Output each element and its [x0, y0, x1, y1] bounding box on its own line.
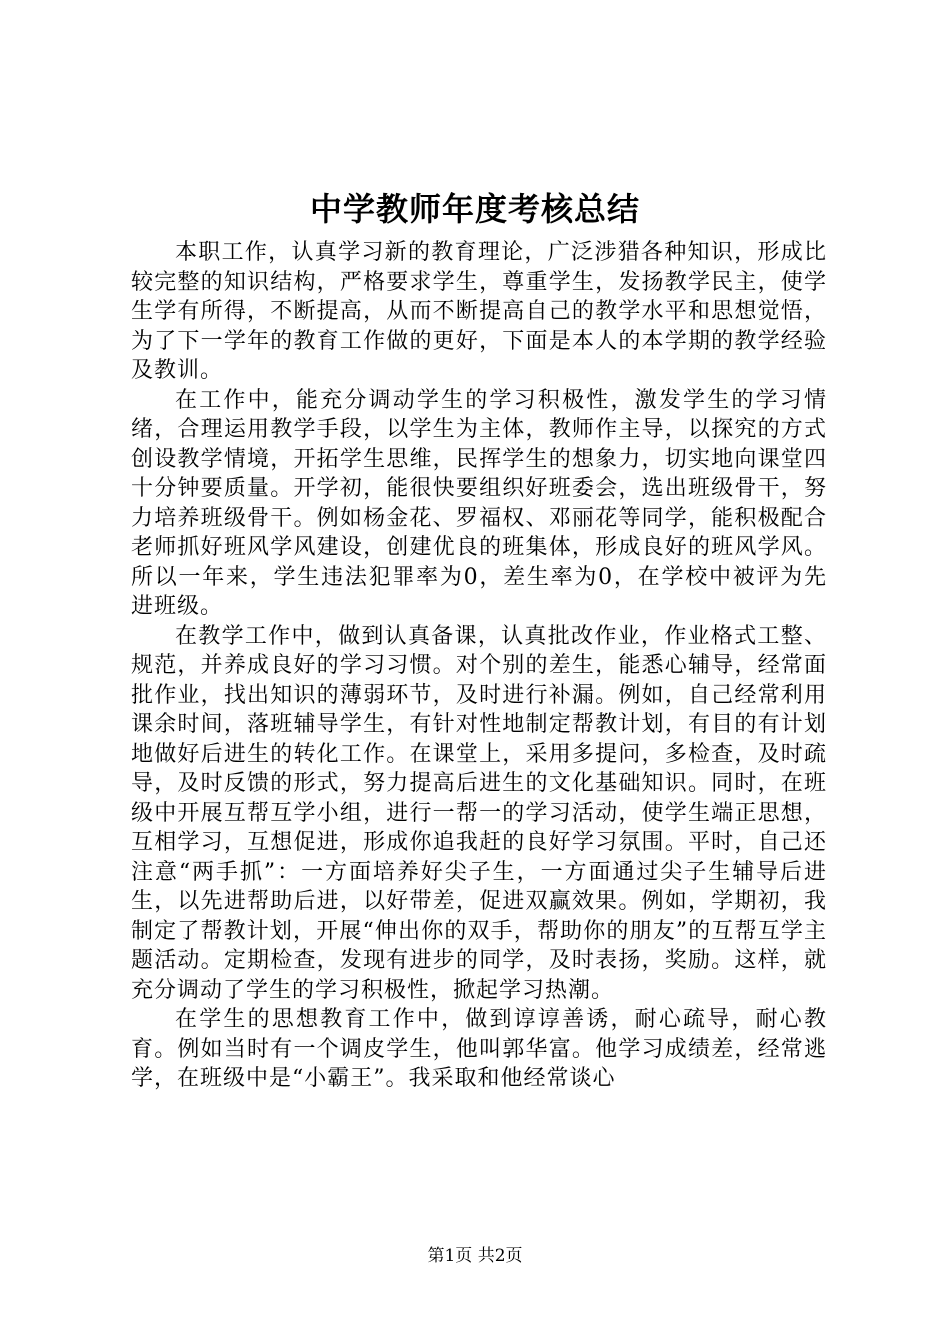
paragraph: 在工作中，能充分调动学生的学习积极性，激发学生的学习情绪，合理运用教学手段，以学生为主体，教师作主导，以探究的方式创设教学情境，开拓学生思维，民挥学生的想象力，切实地向课堂四十分钟要质量。开学初，能很快要组织好班委会，选出班级骨干，努力培养班级骨干。例如杨金花、罗福权、邓丽花等同学，能积极配合老师抓好班风学风建设，创建优良的班集体，形成良好的班风学风。所以一年来，学生违法犯罪率为0，差生率为0，在学校中被评为先进班级。	[131, 387, 827, 619]
paragraph: 在教学工作中，做到认真备课，认真批改作业，作业格式工整、规范，并养成良好的学习习惯。对个别的差生，能悉心辅导，经常面批作业，找出知识的薄弱环节，及时进行补漏。例如，自己经常利用课余时间，落班辅导学生，有针对性地制定帮教计划，有目的有计划地做好后进生的转化工作。在课堂上，采用多提问，多检查，及时疏导，及时反馈的形式，努力提高后进生的文化基础知识。同时，在班级中开展互帮互学小组，进行一帮一的学习活动，使学生端正思想，互相学习，互想促进，形成你追我赶的良好学习氛围。平时，自己还注意“两手抓”：一方面培养好尖子生，一方面通过尖子生辅导后进生，以先进帮助后进，以好带差，促进双赢效果。例如，学期初，我制定了帮教计划，开展“伸出你的双手，帮助你的朋友”的互帮互学主题活动。定期检查，发现有进步的同学，及时表扬，奖励。这样，就充分调动了学生的学习积极性，掀起学习热潮。	[131, 623, 827, 1003]
document-body	[131, 238, 827, 1094]
page-footer: 第1页 共2页	[427, 1246, 523, 1266]
document-title: 中学教师年度考核总结	[309, 190, 640, 228]
paragraph: 本职工作，认真学习新的教育理论，广泛涉猎各种知识，形成比较完整的知识结构，严格要求学生，尊重学生，发扬教学民主，使学生学有所得，不断提高，从而不断提高自己的教学水平和思想觉悟，为了下一学年的教育工作做的更好，下面是本人的本学期的教学经验及教训。	[131, 240, 827, 383]
paragraph: 在学生的思想教育工作中，做到谆谆善诱，耐心疏导，耐心教育。例如当时有一个调皮学生，他叫郭华富。他学习成绩差，经常逃学，在班级中是“小霸王”。我采取和他经常谈心	[131, 1007, 827, 1091]
